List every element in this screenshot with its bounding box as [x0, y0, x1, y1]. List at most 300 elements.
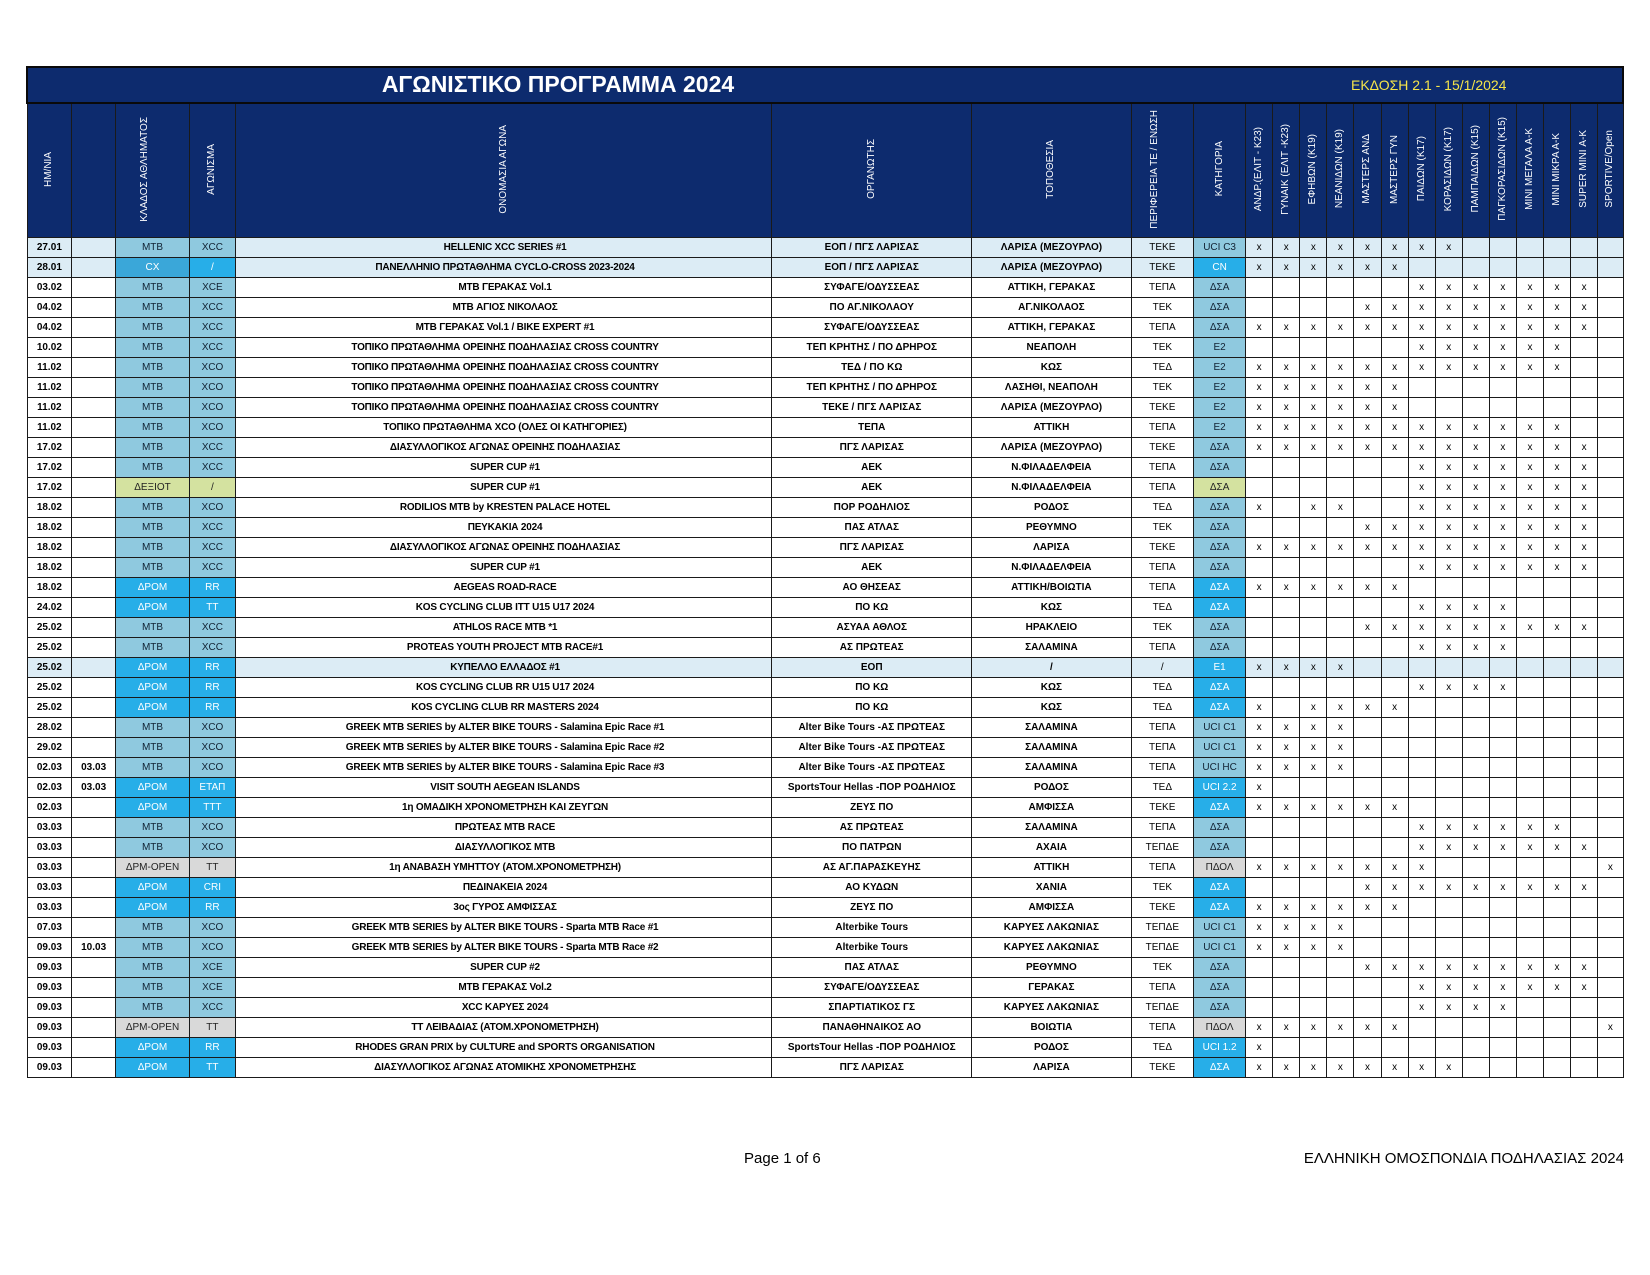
class-mark-cell: x	[1544, 498, 1571, 518]
class-mark-cell	[1246, 598, 1273, 618]
class-mark-cell: x	[1435, 998, 1462, 1018]
class-mark-cell: x	[1544, 878, 1571, 898]
class-mark-cell	[1354, 278, 1381, 298]
discipline-cell: ΔΡΟΜ	[116, 898, 190, 918]
class-mark-cell: x	[1300, 1058, 1327, 1078]
end-date-cell	[72, 818, 116, 838]
class-mark-cell: x	[1435, 338, 1462, 358]
class-mark-cell: x	[1273, 258, 1300, 278]
date-cell: 17.02	[27, 458, 72, 478]
date-cell: 02.03	[27, 778, 72, 798]
region-cell: ΤΕΠΑ	[1131, 278, 1193, 298]
class-mark-cell	[1489, 918, 1516, 938]
class-mark-cell	[1327, 478, 1354, 498]
location-cell: ΡΕΘΥΜΝΟ	[972, 518, 1131, 538]
class-mark-cell	[1571, 738, 1598, 758]
class-mark-cell	[1571, 1058, 1598, 1078]
location-cell: ΛΑΣΗΘΙ, ΝΕΑΠΟΛΗ	[972, 378, 1131, 398]
class-mark-cell	[1544, 758, 1571, 778]
discipline-cell: ΔΡΟΜ	[116, 1038, 190, 1058]
class-mark-cell	[1300, 558, 1327, 578]
date-cell: 18.02	[27, 518, 72, 538]
region-cell: ΤΕΚΕ	[1131, 1058, 1193, 1078]
end-date-cell	[72, 1058, 116, 1078]
region-cell: ΤΕΚ	[1131, 338, 1193, 358]
class-mark-cell	[1516, 918, 1543, 938]
organizer-cell: ΠΟ ΚΩ	[772, 598, 972, 618]
race-name-cell: GREEK MTB SERIES by ALTER BIKE TOURS - Sparta MTB Race #1	[235, 918, 771, 938]
event-cell: RR	[189, 578, 235, 598]
class-mark-cell	[1273, 518, 1300, 538]
location-cell: ΑΓ.ΝΙΚΟΛΑΟΣ	[972, 298, 1131, 318]
header-class: ΕΦΗΒΩΝ (Κ19)	[1300, 103, 1327, 238]
class-mark-cell: x	[1462, 298, 1489, 318]
region-cell: ΤΕΔ	[1131, 1038, 1193, 1058]
class-mark-cell: x	[1571, 478, 1598, 498]
discipline-cell: ΔΡΟΜ	[116, 598, 190, 618]
location-cell: ΡΟΔΟΣ	[972, 498, 1131, 518]
header-class: ΜΑΣΤΕΡΣ ΓΥΝ	[1381, 103, 1408, 238]
table-row	[27, 418, 1623, 438]
organizer-cell: ΠΟΡ ΡΟΔΗΛΙΟΣ	[772, 498, 972, 518]
location-cell: Ν.ΦΙΛΑΔΕΛΦΕΙΑ	[972, 558, 1131, 578]
race-name-cell: KOS CYCLING CLUB RR U15 U17 2024	[235, 678, 771, 698]
class-mark-cell	[1300, 878, 1327, 898]
class-mark-cell	[1489, 718, 1516, 738]
discipline-cell: MTB	[116, 238, 190, 258]
table-row	[27, 318, 1623, 338]
class-mark-cell	[1273, 978, 1300, 998]
class-mark-cell	[1571, 398, 1598, 418]
discipline-cell: MTB	[116, 418, 190, 438]
organizer-cell: ΠΑΣ ΑΤΛΑΣ	[772, 518, 972, 538]
end-date-cell	[72, 498, 116, 518]
class-mark-cell: x	[1544, 278, 1571, 298]
region-cell: ΤΕΠΑ	[1131, 1018, 1193, 1038]
organizer-cell: Alter Bike Tours -ΑΣ ΠΡΩΤΕΑΣ	[772, 758, 972, 778]
discipline-cell: MTB	[116, 278, 190, 298]
class-mark-cell: x	[1273, 438, 1300, 458]
date-cell: 11.02	[27, 378, 72, 398]
organizer-cell: ΤΕΠ ΚΡΗΤΗΣ / ΠΟ ΔΡΗΡΟΣ	[772, 378, 972, 398]
class-mark-cell	[1462, 718, 1489, 738]
table-row	[27, 578, 1623, 598]
end-date-cell: 10.03	[72, 938, 116, 958]
class-mark-cell	[1381, 278, 1408, 298]
header-klados: ΚΛΑΔΟΣ ΑΘΛΗΜΑΤΟΣ	[116, 103, 190, 238]
class-mark-cell: x	[1489, 458, 1516, 478]
class-mark-cell: x	[1489, 278, 1516, 298]
class-mark-cell	[1327, 838, 1354, 858]
class-mark-cell: x	[1273, 798, 1300, 818]
location-cell: ΚΑΡΥΕΣ ΛΑΚΩΝΙΑΣ	[972, 938, 1131, 958]
race-name-cell: XCC ΚΑΡΥΕΣ 2024	[235, 998, 771, 1018]
discipline-cell: MTB	[116, 938, 190, 958]
class-mark-cell: x	[1571, 498, 1598, 518]
region-cell: ΤΕΔ	[1131, 678, 1193, 698]
class-mark-cell	[1354, 458, 1381, 478]
category-cell: Ε2	[1194, 338, 1246, 358]
class-mark-cell: x	[1273, 738, 1300, 758]
region-cell: ΤΕΚΕ	[1131, 538, 1193, 558]
category-cell: ΔΣΑ	[1194, 978, 1246, 998]
class-mark-cell	[1273, 958, 1300, 978]
region-cell: ΤΕΔ	[1131, 778, 1193, 798]
end-date-cell	[72, 598, 116, 618]
class-mark-cell	[1381, 658, 1408, 678]
class-mark-cell: x	[1408, 458, 1435, 478]
class-mark-cell: x	[1273, 578, 1300, 598]
class-mark-cell	[1327, 518, 1354, 538]
class-mark-cell	[1598, 578, 1623, 598]
event-cell: TT	[189, 1018, 235, 1038]
class-mark-cell	[1435, 858, 1462, 878]
class-mark-cell: x	[1354, 798, 1381, 818]
end-date-cell	[72, 278, 116, 298]
class-mark-cell: x	[1516, 818, 1543, 838]
header-class: ΜΙΝΙ ΜΙΚΡΑ Α-Κ	[1544, 103, 1571, 238]
class-mark-cell: x	[1408, 878, 1435, 898]
class-mark-cell: x	[1300, 858, 1327, 878]
page-title: ΑΓΩΝΙΣΤΙΚΟ ΠΡΟΓΡΑΜΜΑ 2024	[381, 71, 735, 97]
category-cell: ΔΣΑ	[1194, 458, 1246, 478]
region-cell: ΤΕΔ	[1131, 358, 1193, 378]
race-name-cell: ATHLOS RACE MTB *1	[235, 618, 771, 638]
region-cell: ΤΕΚ	[1131, 878, 1193, 898]
class-mark-cell	[1327, 458, 1354, 478]
class-mark-cell: x	[1544, 518, 1571, 538]
class-mark-cell	[1381, 678, 1408, 698]
event-cell: XCC	[189, 338, 235, 358]
class-mark-cell	[1571, 378, 1598, 398]
class-mark-cell: x	[1246, 1058, 1273, 1078]
class-mark-cell	[1598, 638, 1623, 658]
class-mark-cell	[1598, 398, 1623, 418]
class-mark-cell: x	[1354, 698, 1381, 718]
class-mark-cell	[1571, 658, 1598, 678]
category-cell: ΔΣΑ	[1194, 478, 1246, 498]
event-cell: TT	[189, 1058, 235, 1078]
event-cell: /	[189, 258, 235, 278]
class-mark-cell	[1516, 698, 1543, 718]
discipline-cell: MTB	[116, 538, 190, 558]
event-cell: XCO	[189, 758, 235, 778]
class-mark-cell	[1571, 578, 1598, 598]
class-mark-cell: x	[1300, 498, 1327, 518]
class-mark-cell	[1571, 598, 1598, 618]
class-mark-cell: x	[1246, 438, 1273, 458]
class-mark-cell: x	[1246, 658, 1273, 678]
location-cell: ΑΤΤΙΚΗ	[972, 418, 1131, 438]
class-mark-cell: x	[1327, 318, 1354, 338]
event-cell: XCC	[189, 558, 235, 578]
region-cell: ΤΕΠΔΕ	[1131, 938, 1193, 958]
class-mark-cell	[1300, 638, 1327, 658]
table-row	[27, 298, 1623, 318]
location-cell: ΑΤΤΙΚΗ	[972, 858, 1131, 878]
class-mark-cell: x	[1435, 518, 1462, 538]
class-mark-cell: x	[1435, 498, 1462, 518]
class-mark-cell	[1381, 598, 1408, 618]
class-mark-cell: x	[1327, 418, 1354, 438]
class-mark-cell	[1516, 238, 1543, 258]
class-mark-cell	[1516, 1058, 1543, 1078]
class-mark-cell	[1327, 298, 1354, 318]
class-mark-cell: x	[1273, 358, 1300, 378]
class-mark-cell	[1544, 578, 1571, 598]
class-mark-cell	[1516, 1038, 1543, 1058]
date-cell: 27.01	[27, 238, 72, 258]
class-mark-cell	[1381, 1038, 1408, 1058]
header-date: ΗΜ/ΝΙΑ	[27, 103, 72, 238]
class-mark-cell: x	[1544, 478, 1571, 498]
class-mark-cell: x	[1435, 538, 1462, 558]
date-cell: 25.02	[27, 698, 72, 718]
class-mark-cell	[1408, 698, 1435, 718]
class-mark-cell	[1246, 638, 1273, 658]
end-date-cell	[72, 518, 116, 538]
class-mark-cell	[1571, 778, 1598, 798]
class-mark-cell	[1544, 898, 1571, 918]
class-mark-cell	[1273, 638, 1300, 658]
class-mark-cell	[1462, 1038, 1489, 1058]
location-cell: ΑΤΤΙΚΗ/ΒΟΙΩΤΙΑ	[972, 578, 1131, 598]
page-number: Page 1 of 6	[744, 1150, 821, 1167]
end-date-cell	[72, 858, 116, 878]
date-cell: 11.02	[27, 398, 72, 418]
category-cell: ΠΔΟΛ	[1194, 858, 1246, 878]
category-cell: UCI C1	[1194, 738, 1246, 758]
region-cell: ΤΕΚΕ	[1131, 238, 1193, 258]
location-cell: Ν.ΦΙΛΑΔΕΛΦΕΙΑ	[972, 458, 1131, 478]
class-mark-cell: x	[1571, 958, 1598, 978]
class-mark-cell: x	[1544, 338, 1571, 358]
class-mark-cell	[1598, 878, 1623, 898]
race-name-cell: MTB ΓΕΡΑΚΑΣ Vol.1	[235, 278, 771, 298]
class-mark-cell	[1246, 818, 1273, 838]
class-mark-cell: x	[1435, 418, 1462, 438]
class-mark-cell: x	[1516, 538, 1543, 558]
class-mark-cell: x	[1381, 618, 1408, 638]
class-mark-cell	[1598, 998, 1623, 1018]
location-cell: ΚΩΣ	[972, 698, 1131, 718]
class-mark-cell	[1516, 678, 1543, 698]
table-row	[27, 618, 1623, 638]
class-mark-cell: x	[1300, 898, 1327, 918]
class-mark-cell	[1544, 738, 1571, 758]
region-cell: ΤΕΔ	[1131, 698, 1193, 718]
class-mark-cell: x	[1381, 378, 1408, 398]
discipline-cell: MTB	[116, 818, 190, 838]
class-mark-cell	[1381, 478, 1408, 498]
class-mark-cell: x	[1381, 238, 1408, 258]
class-mark-cell	[1273, 478, 1300, 498]
table-row	[27, 678, 1623, 698]
class-mark-cell	[1354, 678, 1381, 698]
end-date-cell	[72, 638, 116, 658]
class-mark-cell	[1544, 938, 1571, 958]
region-cell: ΤΕΠΑ	[1131, 738, 1193, 758]
class-mark-cell: x	[1354, 318, 1381, 338]
class-mark-cell	[1544, 918, 1571, 938]
class-mark-cell: x	[1571, 618, 1598, 638]
discipline-cell: MTB	[116, 298, 190, 318]
class-mark-cell: x	[1354, 1058, 1381, 1078]
race-name-cell: HELLENIC XCC SERIES #1	[235, 238, 771, 258]
class-mark-cell: x	[1516, 558, 1543, 578]
race-name-cell: ΠΡΩΤΕΑΣ MTB RACE	[235, 818, 771, 838]
class-mark-cell: x	[1246, 858, 1273, 878]
class-mark-cell	[1273, 458, 1300, 478]
class-mark-cell	[1408, 718, 1435, 738]
class-mark-cell: x	[1462, 538, 1489, 558]
category-cell: ΔΣΑ	[1194, 878, 1246, 898]
class-mark-cell: x	[1598, 858, 1623, 878]
date-cell: 04.02	[27, 318, 72, 338]
class-mark-cell	[1598, 898, 1623, 918]
class-mark-cell	[1598, 938, 1623, 958]
location-cell: ΣΑΛΑΜΙΝΑ	[972, 638, 1131, 658]
event-cell: XCC	[189, 638, 235, 658]
class-mark-cell	[1300, 1038, 1327, 1058]
table-row	[27, 698, 1623, 718]
class-mark-cell: x	[1300, 538, 1327, 558]
category-cell: ΔΣΑ	[1194, 578, 1246, 598]
class-mark-cell	[1354, 738, 1381, 758]
class-mark-cell	[1381, 718, 1408, 738]
category-cell: Ε2	[1194, 358, 1246, 378]
discipline-cell: CX	[116, 258, 190, 278]
class-mark-cell	[1544, 798, 1571, 818]
class-mark-cell: x	[1381, 898, 1408, 918]
class-mark-cell: x	[1462, 878, 1489, 898]
class-mark-cell: x	[1327, 438, 1354, 458]
region-cell: ΤΕΠΑ	[1131, 558, 1193, 578]
header-row	[27, 103, 1623, 238]
class-mark-cell: x	[1516, 338, 1543, 358]
class-mark-cell: x	[1544, 558, 1571, 578]
region-cell: ΤΕΠΑ	[1131, 638, 1193, 658]
end-date-cell	[72, 618, 116, 638]
date-cell: 28.01	[27, 258, 72, 278]
class-mark-cell	[1462, 398, 1489, 418]
class-mark-cell	[1408, 938, 1435, 958]
class-mark-cell	[1462, 578, 1489, 598]
table-row	[27, 938, 1623, 958]
class-mark-cell: x	[1489, 638, 1516, 658]
class-mark-cell: x	[1571, 518, 1598, 538]
class-mark-cell	[1598, 838, 1623, 858]
race-name-cell: KOS CYCLING CLUB RR MASTERS 2024	[235, 698, 771, 718]
class-mark-cell: x	[1435, 458, 1462, 478]
class-mark-cell	[1516, 898, 1543, 918]
discipline-cell: ΔΡΟΜ	[116, 798, 190, 818]
class-mark-cell: x	[1571, 538, 1598, 558]
event-cell: XCO	[189, 498, 235, 518]
race-name-cell: GREEK MTB SERIES by ALTER BIKE TOURS - Sparta MTB Race #2	[235, 938, 771, 958]
class-mark-cell: x	[1327, 738, 1354, 758]
class-mark-cell	[1598, 278, 1623, 298]
class-mark-cell	[1516, 1018, 1543, 1038]
class-mark-cell	[1489, 658, 1516, 678]
class-mark-cell: x	[1408, 418, 1435, 438]
table-row	[27, 398, 1623, 418]
class-mark-cell	[1489, 898, 1516, 918]
event-cell: TTT	[189, 798, 235, 818]
race-name-cell: SUPER CUP #2	[235, 958, 771, 978]
date-cell: 02.03	[27, 758, 72, 778]
event-cell: XCO	[189, 378, 235, 398]
class-mark-cell	[1435, 718, 1462, 738]
region-cell: ΤΕΚ	[1131, 958, 1193, 978]
event-cell: XCC	[189, 298, 235, 318]
event-cell: ΕΤΑΠ	[189, 778, 235, 798]
organizer-cell: ΠΟ ΑΓ.ΝΙΚΟΛΑΟΥ	[772, 298, 972, 318]
class-mark-cell: x	[1300, 798, 1327, 818]
category-cell: ΔΣΑ	[1194, 278, 1246, 298]
class-mark-cell: x	[1327, 538, 1354, 558]
region-cell: ΤΕΠΔΕ	[1131, 998, 1193, 1018]
class-mark-cell	[1354, 838, 1381, 858]
race-name-cell: MTB ΓΕΡΑΚΑΣ Vol.2	[235, 978, 771, 998]
class-mark-cell: x	[1273, 318, 1300, 338]
class-mark-cell: x	[1489, 478, 1516, 498]
class-mark-cell	[1327, 338, 1354, 358]
class-mark-cell: x	[1571, 278, 1598, 298]
region-cell: ΤΕΠΔΕ	[1131, 838, 1193, 858]
class-mark-cell	[1462, 758, 1489, 778]
end-date-cell	[72, 878, 116, 898]
class-mark-cell: x	[1408, 238, 1435, 258]
race-name-cell: PROTEAS YOUTH PROJECT MTB RACE#1	[235, 638, 771, 658]
category-cell: Ε2	[1194, 378, 1246, 398]
class-mark-cell: x	[1408, 998, 1435, 1018]
class-mark-cell: x	[1354, 398, 1381, 418]
class-mark-cell: x	[1273, 398, 1300, 418]
class-mark-cell: x	[1327, 358, 1354, 378]
class-mark-cell: x	[1489, 538, 1516, 558]
category-cell: ΔΣΑ	[1194, 618, 1246, 638]
location-cell: ΣΑΛΑΜΙΝΑ	[972, 758, 1131, 778]
class-mark-cell	[1462, 898, 1489, 918]
category-cell: ΔΣΑ	[1194, 538, 1246, 558]
class-mark-cell	[1571, 238, 1598, 258]
organizer-cell: ΠΑΣ ΑΤΛΑΣ	[772, 958, 972, 978]
class-mark-cell	[1598, 1038, 1623, 1058]
class-mark-cell	[1489, 938, 1516, 958]
location-cell: ΧΑΝΙΑ	[972, 878, 1131, 898]
class-mark-cell	[1516, 738, 1543, 758]
class-mark-cell: x	[1381, 518, 1408, 538]
class-mark-cell	[1516, 598, 1543, 618]
class-mark-cell: x	[1462, 818, 1489, 838]
discipline-cell: ΔΡΟΜ	[116, 778, 190, 798]
class-mark-cell	[1246, 978, 1273, 998]
event-cell: CRI	[189, 878, 235, 898]
class-mark-cell	[1571, 1038, 1598, 1058]
category-cell: ΔΣΑ	[1194, 438, 1246, 458]
class-mark-cell: x	[1408, 498, 1435, 518]
class-mark-cell: x	[1462, 338, 1489, 358]
class-mark-cell	[1381, 738, 1408, 758]
class-mark-cell	[1462, 918, 1489, 938]
category-cell: ΔΣΑ	[1194, 318, 1246, 338]
class-mark-cell	[1300, 978, 1327, 998]
class-mark-cell	[1462, 698, 1489, 718]
discipline-cell: MTB	[116, 438, 190, 458]
organizer-cell: Alterbike Tours	[772, 938, 972, 958]
date-cell: 09.03	[27, 958, 72, 978]
